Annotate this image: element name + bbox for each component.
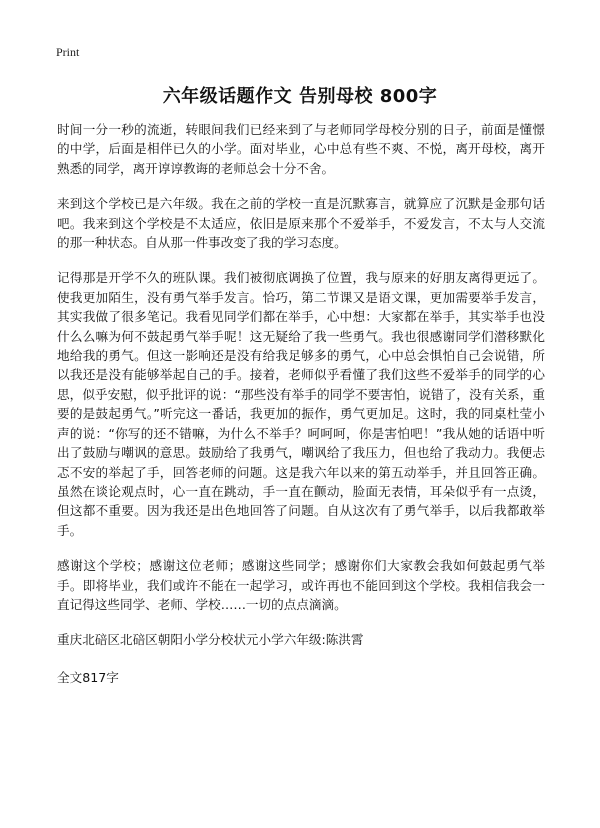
essay-title: 六年级话题作文 告别母校 800字	[162, 86, 438, 107]
word-count: 全文817字	[57, 669, 119, 685]
paragraph-1: 时间一分一秒的流逝，转眼间我们已经来到了与老师同学母校分别的日子，前面是懂憬的中学，后面是相伴已久的小学。面对毕业，心中总有些不爽、不悦，离开母校，离开熟悉的同学，离开谆谆教诲的老师总会十分不舍。	[57, 122, 545, 176]
essay-body	[57, 120, 545, 687]
author-signature: 重庆北碚区北碚区朝阳小学分校状元小学六年级:陈洪霄	[57, 632, 364, 648]
paragraph-3: 记得那是开学不久的班队课。我们被彻底调换了位置，我与原来的好朋友离得更远了。使我更加陌生，没有勇气举手发言。恰巧，第二节课又是语文课，更加需要举手发言，其实我做了很多笔记。我看见同学们都在举手，心中想：大家都在举手，其实举手也没什么么嘛为何不鼓起勇气举手呢！这无疑给了我一些勇气。我也很感谢同学们潜移默化地给我的勇气。但这一影响还是没有给我足够多的勇气，心中总会惧怕自己会说错，所以我还是没有能够举起自己的手。接着，老师似乎看懂了我们这些不爱举手的同学的心思，似乎安慰，似乎批评的说：“那些没有举手的同学不要害怕，说错了，没有关系，重要的是鼓起勇气。”听完这一番话，我更加的振作，勇气更加足。这时，我的同桌杜莹小声的说：“你写的还不错嘛，为什么不举手？呵呵呵，你是害怕吧！”我从她的话语中听出了鼓励与嘲讽的意思。鼓励给了我勇气，嘲讽给了我压力，但也给了我动力。我便忐忑不安的举起了手，回答老师的问题。这是我六年以来的第五动举手，并且回答正确。虽然在谈论观点时，心一直在跳动，手一直在颤动，脸面无表情，耳朵似乎有一点烫，但这都不重要。因为我还是出色地回答了问题。自从这次有了勇气举手，以后我都敢举手。	[57, 270, 545, 538]
paragraph-2: 来到这个学校已是六年级。我在之前的学校一直是沉默寡言，就算应了沉默是金那句话吧。我来到这个学校是不太适应，依旧是原来那个不爱举手，不爱发言，不太与人交流的那一种状态。自从那一件事改变了我的学习态度。	[57, 196, 545, 251]
paragraph-4: 感谢这个学校；感谢这位老师；感谢这些同学；感谢你们大家教会我如何鼓起勇气举手。即将毕业，我们或许不能在一起学习，或许再也不能回到这个学校。我相信我会一直记得这些同学、老师、学校……一切的点点滴滴。	[57, 558, 545, 612]
print-link[interactable]: Print	[56, 45, 80, 59]
